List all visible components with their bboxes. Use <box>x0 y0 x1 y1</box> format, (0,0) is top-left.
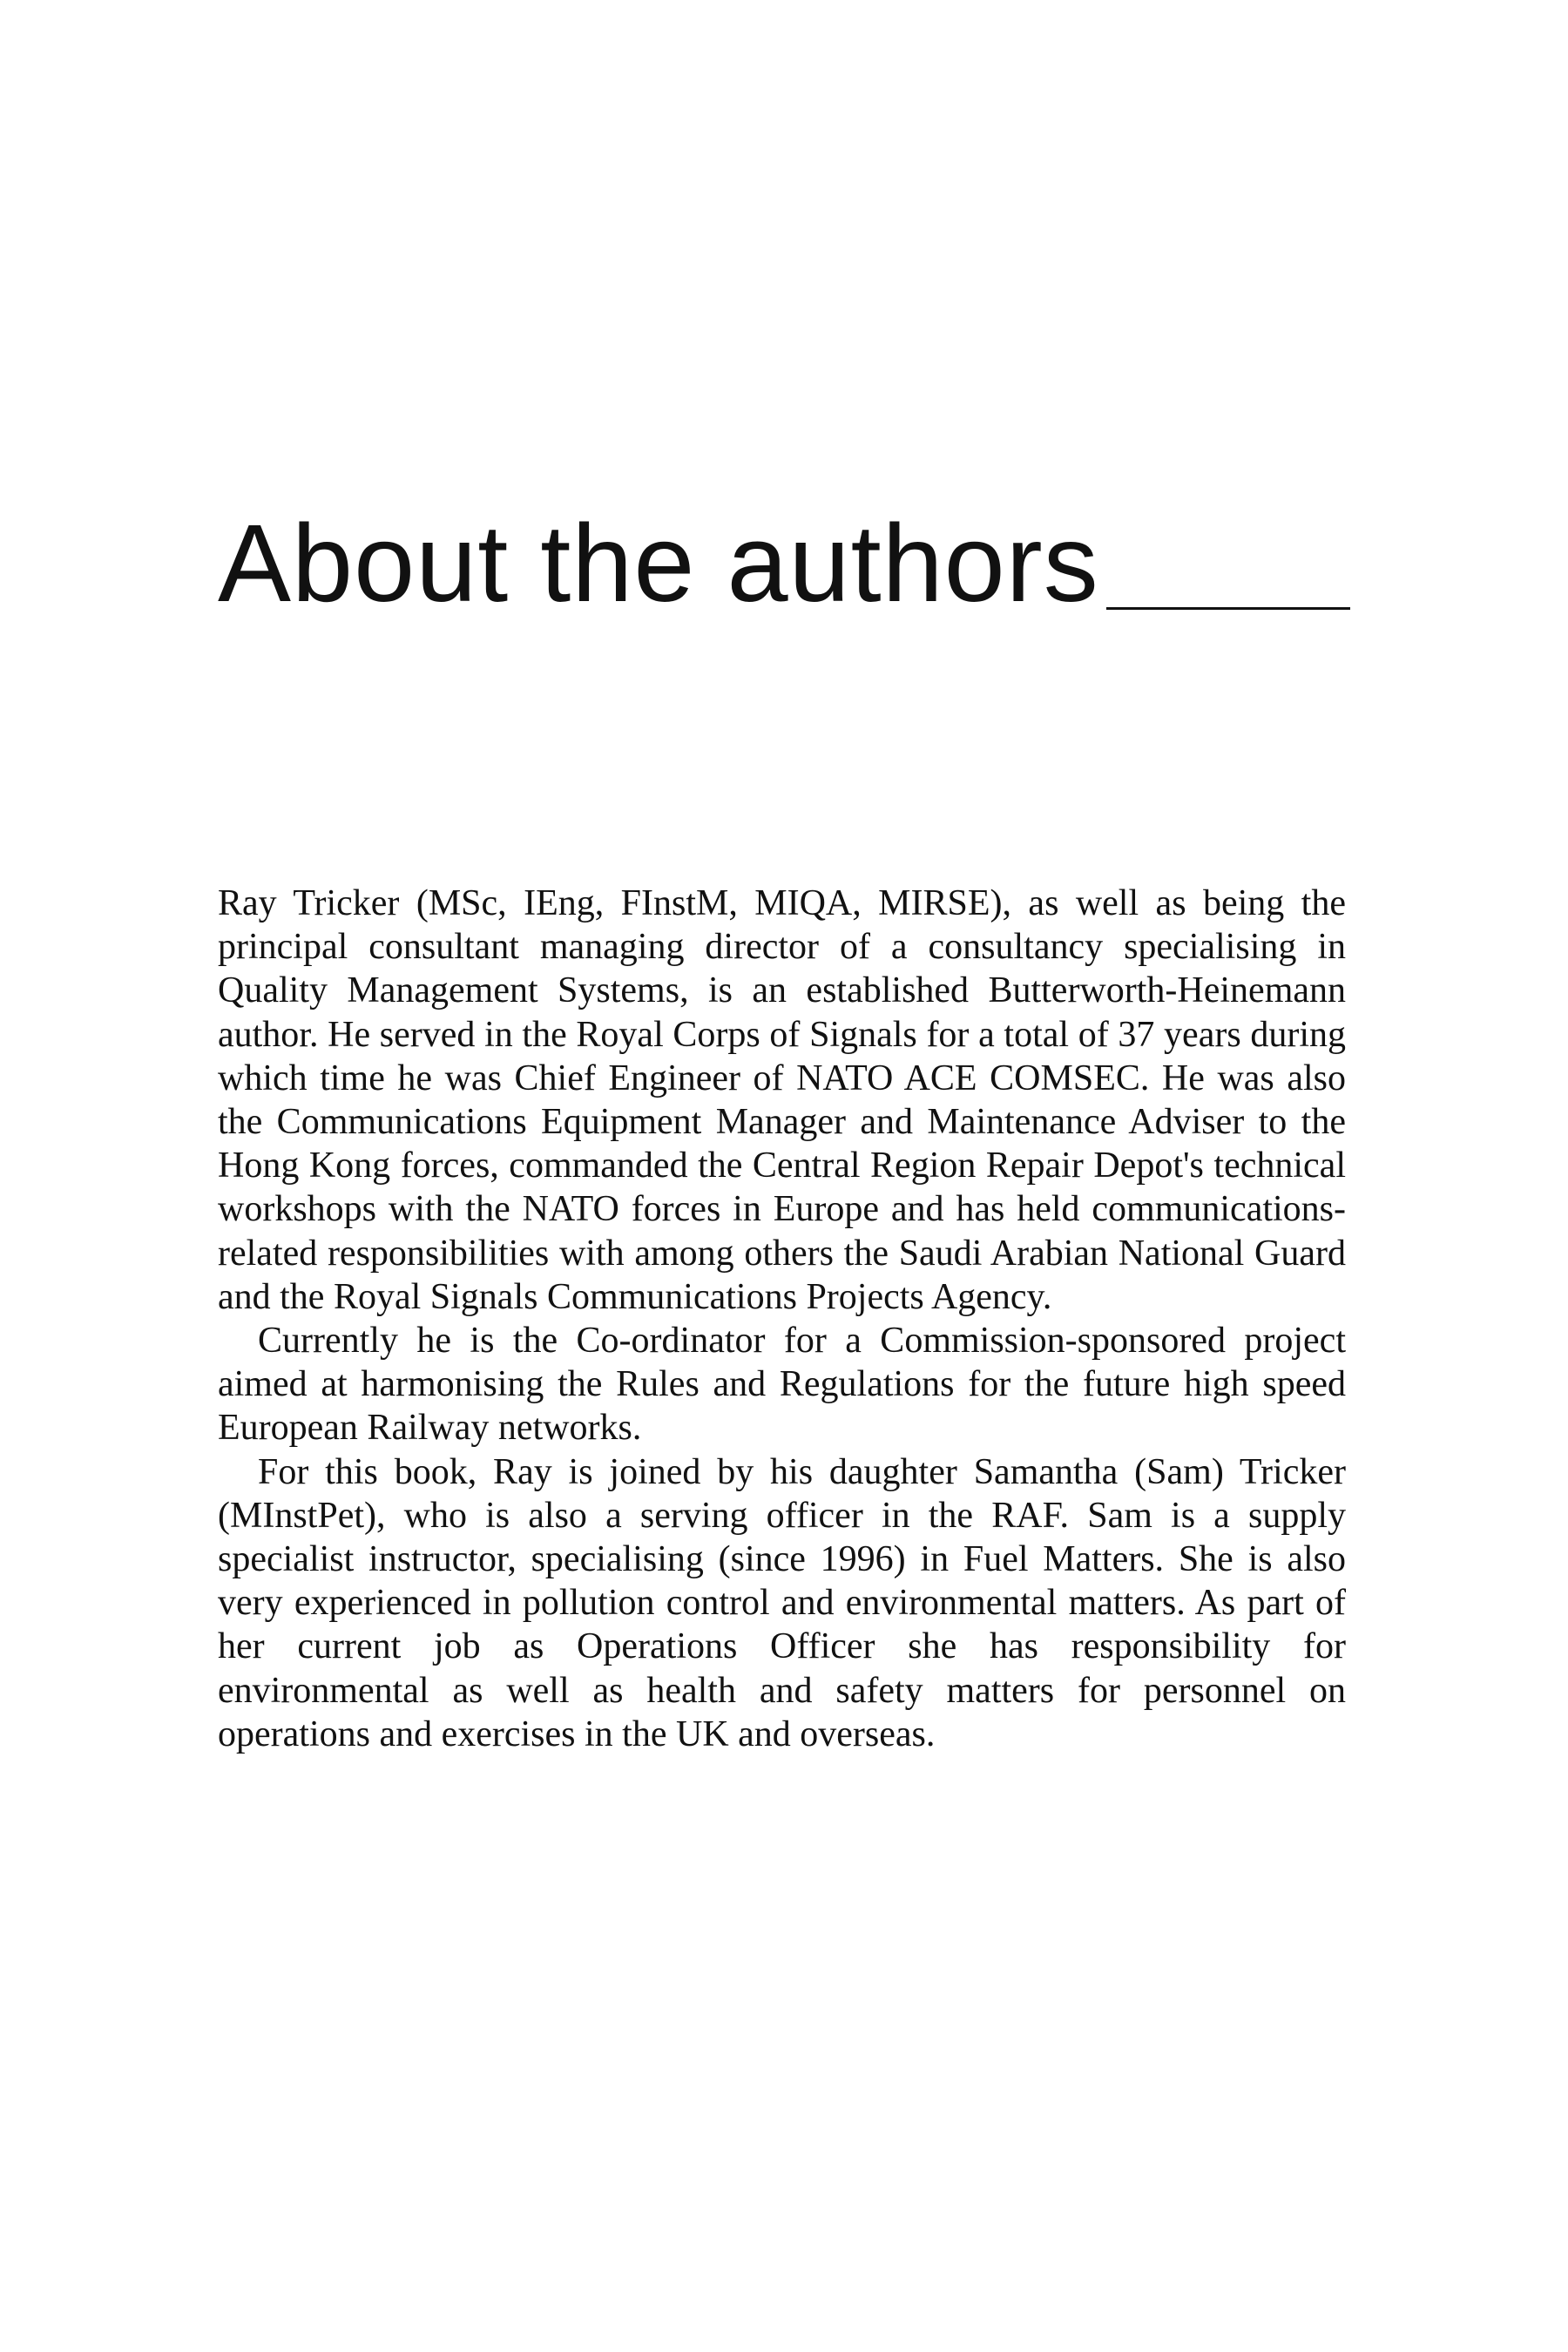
paragraph-current-role: Currently he is the Co-ordinator for a Commission-sponsored project aimed at harmonising the Rules and Regulations for the future high speed European Railway networks. <box>218 1321 1346 1449</box>
title-rule <box>1106 607 1350 610</box>
page-title: About the authors <box>218 502 1099 625</box>
heading-row <box>218 488 1350 625</box>
body-text <box>218 882 1346 1756</box>
paragraph-samantha-tricker-bio: For this book, Ray is joined by his daughter Samantha (Sam) Tricker (MInstPet), who is also a serving officer in the RAF. Sam is a supply specialist instructor, specialising (since 1996) in Fuel Matters. She is also very experienced in pollution control and environmental matters. As part of her current job as Operations Officer she has responsibility for environmental as well as health and safety matters for personnel on operations and exercises in the UK and overseas. <box>218 1451 1346 1754</box>
paragraph-ray-tricker-bio: Ray Tricker (MSc, IEng, FInstM, MIQA, MIRSE), as well as being the principal consultant managing director of a consultancy specialising in Quality Management Systems, is an established Butterworth-Heinemann author. He served in the Royal Corps of Signals for a total of 37 years during which time he was Chief Engineer of NATO ACE COMSEC. He was also the Communications Equipment Manager and Maintenance Adviser to the Hong Kong forces, commanded the Central Region Repair Depot's technical workshops with the NATO forces in Europe and has held communications-related responsibilities with among others the Saudi Arabian National Guard and the Royal Signals Communications Projects Agency. <box>218 883 1346 1317</box>
